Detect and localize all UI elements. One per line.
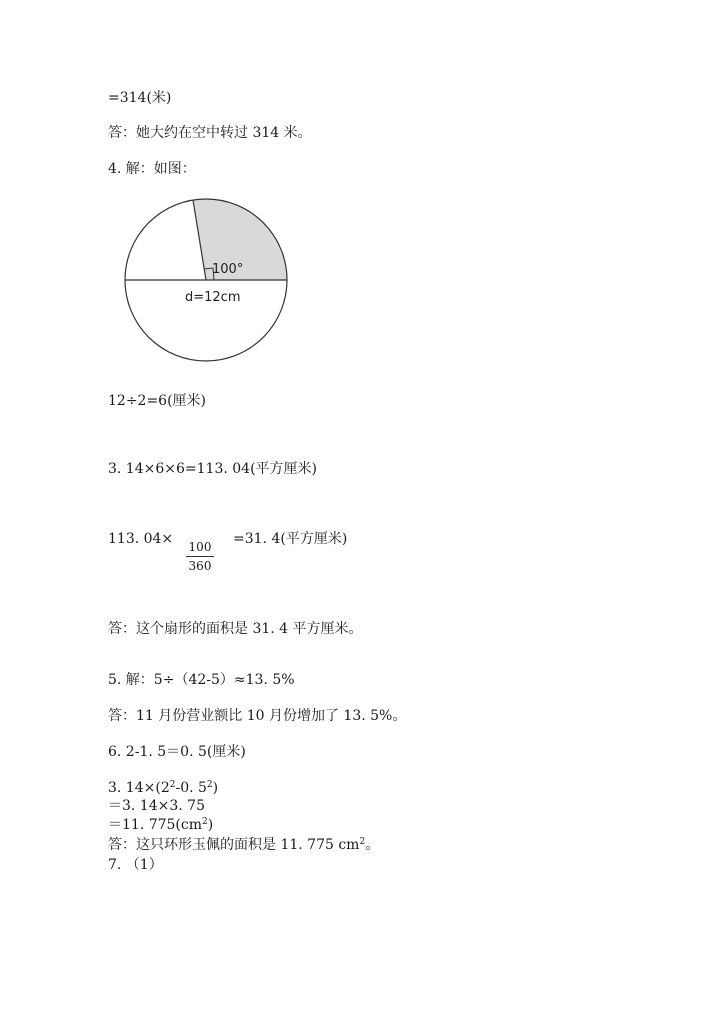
area-calc: 3. 14×6×6=113. 04(平方厘米): [108, 461, 317, 477]
answer-line: 答：11 月份营业额比 10 月份增加了 13. 5%。: [108, 708, 407, 724]
fraction-numerator: 100: [188, 540, 212, 554]
problem-4-heading: 4. 解：如图：: [108, 161, 196, 177]
sector-calc-left: 113. 04×: [108, 531, 174, 547]
result-line: =314(米): [108, 90, 172, 106]
superscript: 2: [202, 817, 208, 827]
fraction-denominator: 360: [188, 559, 212, 573]
sector-calc-right: =31. 4(平方厘米): [233, 531, 348, 547]
problem-7-heading: 7. （1）: [108, 857, 163, 873]
answer-line: 答：这个扇形的面积是 31. 4 平方厘米。: [108, 621, 363, 637]
problem-6-calc: 6. 2-1. 5＝0. 5(厘米): [108, 744, 246, 760]
answer-line: [108, 836, 379, 854]
answer-line: 答：她大约在空中转过 314 米。: [108, 125, 312, 141]
ring-area-result: [108, 816, 213, 834]
answer-text: 。: [365, 837, 380, 853]
ring-area-calc: [108, 779, 218, 797]
sector-diagram: [122, 196, 292, 368]
calc-part: -0. 5: [175, 780, 207, 796]
diameter-label: d=12cm: [185, 290, 241, 305]
superscript: 2: [169, 780, 176, 790]
fraction-bar: [186, 556, 214, 557]
calc-part: ): [207, 817, 214, 833]
calc-part: ): [212, 780, 219, 796]
angle-label: 100°: [212, 262, 244, 277]
ring-area-step: ＝3. 14×3. 75: [108, 798, 205, 814]
calc-part: 3. 14×(2: [108, 780, 170, 796]
answer-text: 答：这只环形玉佩的面积是 11. 775 cm: [108, 837, 360, 853]
radius-calc: 12÷2=6(厘米): [108, 393, 207, 409]
superscript: 2: [206, 780, 213, 790]
superscript: 2: [359, 837, 366, 847]
fraction: [186, 540, 214, 573]
problem-5-calc: 5. 解：5÷（42-5）≈13. 5%: [108, 672, 295, 688]
calc-part: ＝11. 775(cm: [108, 817, 203, 833]
